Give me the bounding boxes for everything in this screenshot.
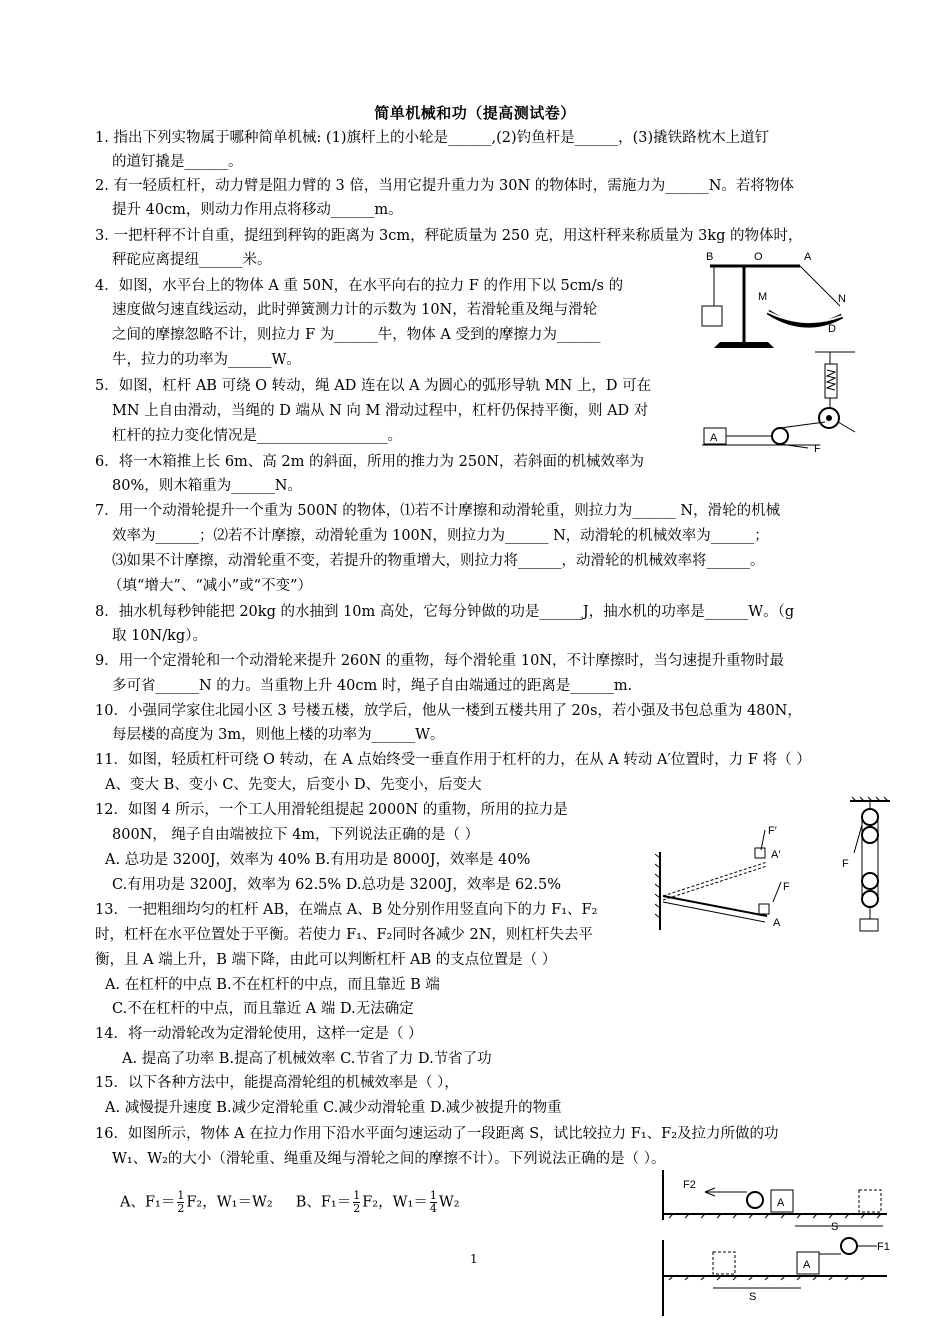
q16-option-b-middle: F₂，W₁＝ [362, 1194, 428, 1211]
q12-line-1: 12．如图 4 所示，一个工人用滑轮组提起 2000N 的重物，所用的拉力是 [95, 802, 568, 818]
q9-line-1: 9．用一个定滑轮和一个动滑轮来提升 260N 的重物，每个滑轮重 10N，不计摩擦时，当匀速提升重物时最 [95, 653, 785, 669]
q5-line-2: MN 上自由滑动，当绳的 D 端从 N 向 M 滑动过程中，杠杆仍保持平衡，则 AD 对 [112, 403, 649, 419]
page-number: 1 [470, 1252, 478, 1266]
q2-line-2: 提升 40cm，则动力作用点将移动______m。 [112, 202, 403, 218]
q11-options: A、变大 B、变小 C、先变大，后变小 D、先变小，后变大 [105, 777, 482, 793]
q16-line-2: W₁、W₂的大小（滑轮重、绳重及绳与滑轮之间的摩擦不计）。下列说法正确的是（ ）。 [112, 1151, 666, 1167]
steelyard-label-m: M [758, 291, 768, 303]
lever-label-f-prime: F′ [768, 825, 777, 837]
pulley-block-figure [840, 795, 895, 940]
q5-line-3: 杠杆的拉力变化情况是__________________。 [112, 428, 402, 444]
q16-option-b-fraction-1 [353, 1190, 360, 1215]
q12-line-2: 800N， 绳子自由端被拉下 4m，下列说法正确的是（ ） [112, 827, 480, 843]
q6-line-2: 80%，则木箱重为______N。 [112, 478, 302, 494]
q7-line-1: 7．用一个动滑轮提升一个重为 500N 的物体，⑴若不计摩擦和动滑轮重，则拉力为______ N，滑轮的机械 [95, 503, 781, 519]
q1-line-1: 1. 指出下列实物属于哪种简单机械: (1)旗杆上的小轮是______,(2)钓鱼杆是______，(3)撬铁路枕木上道钉 [95, 130, 770, 146]
q16-b-denominator-2: 4 [429, 1202, 437, 1215]
page-title: 简单机械和功（提高测试卷） [374, 104, 576, 122]
q13-options-1: A. 在杠杆的中点 B.不在杠杆的中点，而且靠近 B 端 [105, 977, 440, 993]
pulley-block-label-f: F [842, 858, 849, 870]
q10-line-1: 10．小强同学家住北园小区 3 号楼五楼，放学后，他从一楼到五楼共用了 20s，若小强及书包总重为 480N， [95, 703, 802, 719]
q4-line-3: 之间的摩擦忽略不计，则拉力 F 为______牛，物体 A 受到的摩擦力为______ [112, 327, 601, 343]
q12-options-2: C.有用功是 3200J，效率为 62.5% D.总功是 3200J，效率是 62.5% [112, 877, 562, 893]
q2-line-1: 2. 有一轻质杠杆，动力臂是阻力臂的 3 倍，当用它提升重力为 30N 的物体时，需施力为______N。若将物体 [95, 178, 794, 194]
q3-line-1: 3. 一把杆秤不计自重，提纽到秤钩的距离为 3cm，秤砣质量为 250 克，用这杆秤来称质量为 3kg 的物体时， [95, 228, 803, 244]
fig16-label-f1: F1 [877, 1241, 890, 1253]
lever-label-f: F [783, 881, 790, 893]
pulley-label-a: A [710, 432, 718, 444]
q7-line-4: （填“增大”、“减小”或“不变”） [108, 578, 312, 594]
q10-line-2: 每层楼的高度为 3m，则他上楼的功率为______W。 [112, 727, 445, 743]
q15-options: A. 减慢提升速度 B.减少定滑轮重 C.减少动滑轮重 D.减少被提升的物重 [105, 1100, 562, 1116]
q8-line-2: 取 10N/kg）。 [112, 628, 207, 644]
q12-options-1: A. 总功是 3200J，效率为 40% B.有用功是 8000J，效率是 40% [105, 852, 531, 868]
lever-label-a-prime: A′ [771, 849, 781, 861]
q16-options [120, 1190, 460, 1215]
fig16-label-s-top: S [831, 1221, 839, 1233]
q13-options-2: C.不在杠杆的中点，而且靠近 A 端 D.无法确定 [112, 1001, 414, 1017]
steelyard-label-b: B [706, 251, 714, 263]
steelyard-label-a: A [804, 251, 812, 263]
q16-a-denominator: 2 [177, 1202, 185, 1215]
q16-option-a-suffix: F₂，W₁＝W₂ [186, 1194, 273, 1211]
fig16-label-a-top: A [777, 1197, 785, 1209]
pulley-comparison-figure [655, 1168, 895, 1318]
q16-line-1: 16．如图所示，物体 A 在拉力作用下沿水平面匀速运动了一段距离 S，试比较拉力 F₁、F₂及拉力所做的功 [95, 1126, 779, 1142]
q16-a-numerator: 1 [177, 1189, 185, 1202]
q11-line-1: 11．如图，轻质杠杆可绕 O 转动，在 A 点始终受一垂直作用于杠杆的力，在从 A 转动 A′位置时，力 F 将（ ） [95, 752, 811, 768]
q16-b-numerator-2: 1 [429, 1189, 437, 1202]
q14-options: A. 提高了功率 B.提高了机械效率 C.节省了力 D.节省了功 [122, 1051, 492, 1067]
q16-b-numerator-1: 1 [353, 1189, 361, 1202]
steelyard-label-o: O [754, 251, 763, 263]
lever-label-a: A [773, 917, 781, 929]
q13-line-1: 13．一把粗细均匀的杠杆 AB，在端点 A、B 处分别作用竖直向下的力 F₁、F₂ [95, 902, 598, 918]
q7-line-3: ⑶如果不计摩擦，动滑轮重不变，若提升的物重增大，则拉力将______，动滑轮的机械效率将______。 [112, 553, 765, 569]
q16-b-denominator-1: 2 [353, 1202, 361, 1215]
q3-line-2: 秤砣应离提纽______米。 [112, 252, 272, 268]
fig16-label-a-bottom: A [803, 1259, 811, 1271]
fig16-label-f2: F2 [683, 1179, 696, 1191]
q4-line-2: 速度做匀速直线运动，此时弹簧测力计的示数为 10N，若滑轮重及绳与滑轮 [112, 302, 598, 318]
rotating-lever-figure [655, 822, 795, 930]
q15-line-1: 15．以下各种方法中，能提高滑轮组的机械效率是（ ）， [95, 1075, 459, 1091]
q8-line-1: 8．抽水机每秒钟能把 20kg 的水抽到 10m 高处，它每分钟做的功是______J，抽水机的功率是______W。（g [95, 604, 795, 620]
steelyard-label-d: D [828, 323, 836, 335]
q6-line-1: 6．将一木箱推上长 6m、高 2m 的斜面，所用的推力为 250N，若斜面的机械效率为 [95, 454, 644, 470]
q16-option-b-prefix: B、F₁＝ [295, 1194, 352, 1211]
q16-option-b-suffix: W₂ [438, 1194, 460, 1211]
q16-option-a-prefix: A、F₁＝ [120, 1194, 176, 1211]
q5-line-1: 5．如图，杠杆 AB 可绕 O 转动，绳 AD 连在以 A 为圆心的弧形导轨 MN 上，D 可在 [95, 378, 652, 394]
pulley-label-f: F [814, 443, 821, 455]
steelyard-lever-figure [700, 248, 860, 356]
steelyard-label-n: N [838, 293, 846, 305]
q14-line-1: 14．将一动滑轮改为定滑轮使用，这样一定是（ ） [95, 1026, 423, 1042]
pulley-spring-scale-figure [700, 350, 860, 455]
q16-option-a-fraction [177, 1190, 184, 1215]
q13-line-3: 衡，且 A 端上升，B 端下降，由此可以判断杠杆 AB 的支点位置是（ ） [95, 952, 557, 968]
q16-option-b-fraction-2 [430, 1190, 437, 1215]
q4-line-4: 牛，拉力的功率为______W。 [112, 352, 301, 368]
q7-line-2: 效率为______；⑵若不计摩擦，动滑轮重为 100N，则拉力为______ N，动滑轮的机械效率为______； [112, 528, 769, 544]
q1-line-2: 的道钉撬是______。 [112, 154, 243, 170]
q13-line-2: 时，杠杆在水平位置处于平衡。若使力 F₁、F₂同时各减少 2N，则杠杆失去平 [95, 927, 593, 943]
fig16-label-s-bottom: S [749, 1291, 757, 1303]
q9-line-2: 多可省______N 的力。当重物上升 40cm 时，绳子自由端通过的距离是______m. [112, 678, 633, 694]
q4-line-1: 4．如图，水平台上的物体 A 重 50N，在水平向右的拉力 F 的作用下以 5cm/s 的 [95, 278, 624, 294]
